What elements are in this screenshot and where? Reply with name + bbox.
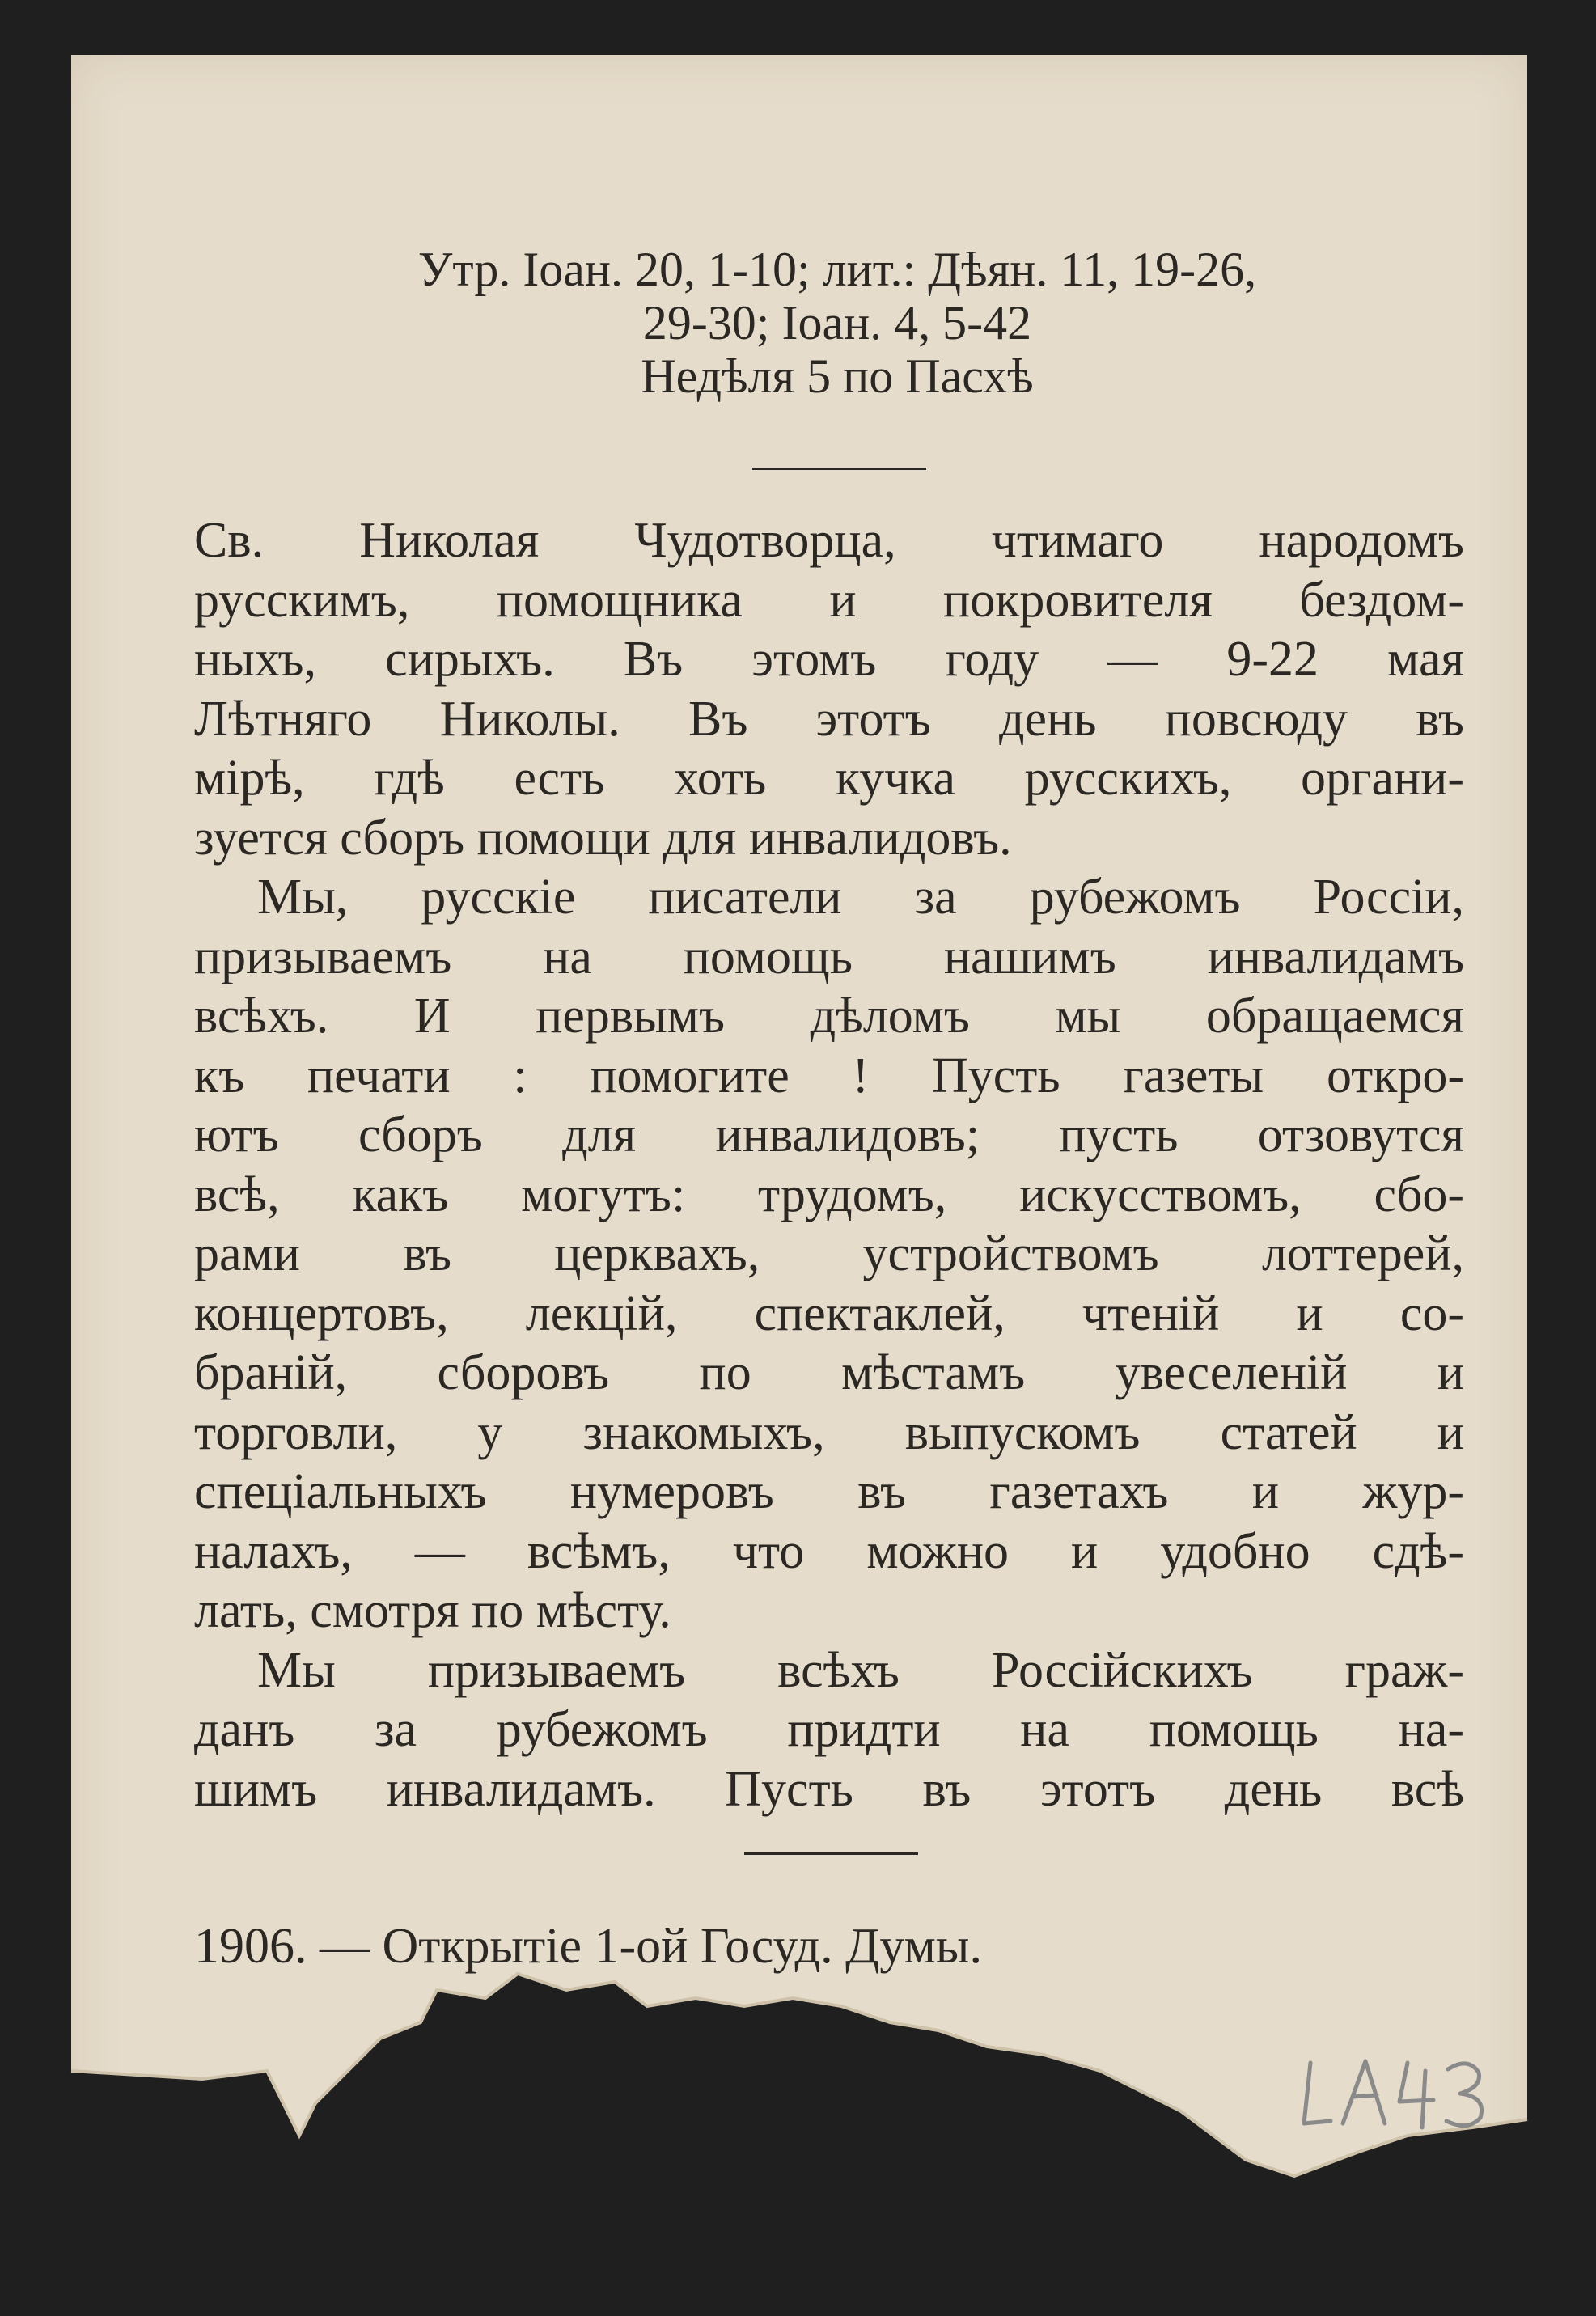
text-line: концертовъ, лекцій, спектаклей, чтеній и со- — [194, 1285, 1464, 1341]
text-line: торговли, у знакомыхъ, выпускомъ статей и — [194, 1404, 1464, 1460]
header-divider — [752, 468, 926, 470]
text-line: ютъ сборъ для инвалидовъ; пусть отзовутся — [194, 1107, 1464, 1162]
text-line: всѣхъ. И первымъ дѣломъ мы обращаемся — [194, 989, 1464, 1044]
text-line: Св. Николая Чудотворца, чтимаго народомъ — [194, 513, 1464, 568]
text-line: мірѣ, гдѣ есть хоть кучка русскихъ, органи- — [194, 751, 1464, 806]
text-line: русскимъ, помощника и покровителя бездом- — [194, 572, 1464, 628]
text-line: браній, сборовъ по мѣстамъ увеселеній и — [194, 1345, 1464, 1400]
text-line: Мы призываемъ всѣхъ Россійскихъ граж- — [257, 1642, 1464, 1698]
week-title: Недѣля 5 по Пасхѣ — [641, 349, 1034, 403]
text-line: призываемъ на помощь нашимъ инвалидамъ — [194, 929, 1464, 984]
text-line: лать, смотря по мѣсту. — [194, 1583, 671, 1638]
text-line: къ печати : помогите ! Пусть газеты откро- — [194, 1048, 1464, 1103]
text-line: всѣ, какъ могутъ: трудомъ, искусствомъ, сбо- — [194, 1166, 1464, 1222]
text-line: рами въ церквахъ, устройствомъ лоттерей, — [194, 1226, 1464, 1281]
appeal-text — [194, 511, 1464, 1819]
readings-line-2: 29-30; Іоан. 4, 5-42 — [642, 296, 1032, 349]
text-line: Лѣтняго Николы. Въ этотъ день повсюду въ — [194, 691, 1464, 747]
historical-note: 1906. — Открытіе 1-ой Госуд. Думы. — [194, 1919, 982, 1974]
text-line: шимъ инвалидамъ. Пусть въ этотъ день всѣ — [194, 1761, 1464, 1817]
text-line: зуется сборъ помощи для инвалидовъ. — [194, 810, 1012, 866]
readings-line-1: Утр. Іоан. 20, 1-10; лит.: Дѣян. 11, 19-26, — [417, 243, 1257, 296]
text-line: налахъ, — всѣмъ, что можно и удобно сдѣ- — [194, 1523, 1464, 1579]
footer-divider — [744, 1852, 918, 1855]
handwritten-catalog-mark — [1286, 2047, 1505, 2136]
liturgical-readings-header — [194, 243, 1480, 403]
text-line: данъ за рубежомъ придти на помощь на- — [194, 1702, 1464, 1757]
text-line: Мы, русскіе писатели за рубежомъ Россіи, — [257, 870, 1464, 925]
text-line: спеціальныхъ нумеровъ въ газетахъ и жур- — [194, 1464, 1464, 1519]
text-line: ныхъ, сирыхъ. Въ этомъ году — 9-22 мая — [194, 632, 1464, 687]
